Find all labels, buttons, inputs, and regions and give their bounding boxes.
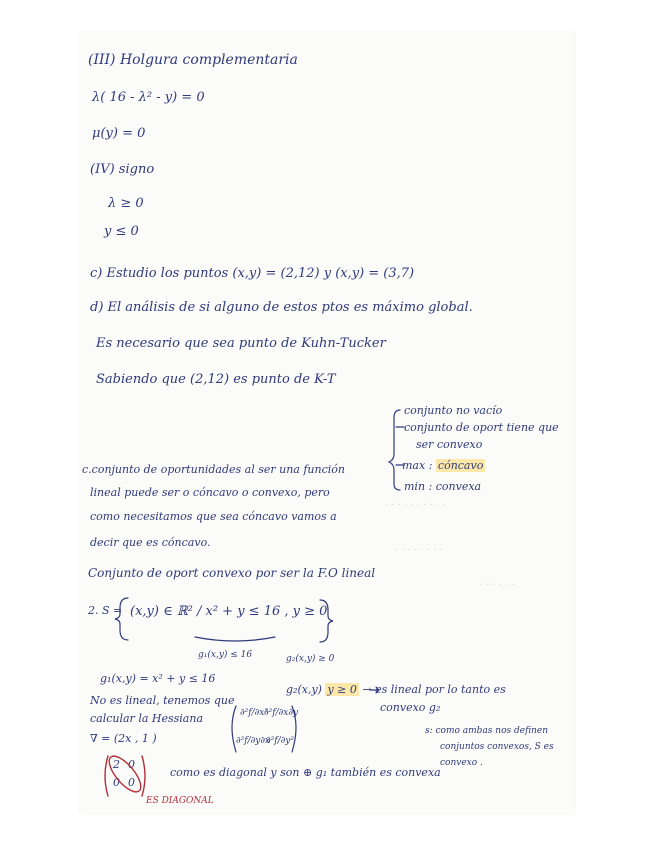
not-linear-note: No es lineal, tenemos que — [90, 694, 235, 707]
final-conclusion: como es diagonal y son ⊕ g₁ también es convexa — [170, 766, 441, 779]
g1-label: g₁(x,y) ≤ 16 — [198, 650, 253, 660]
condition-nonempty: conjunto no vacío — [404, 404, 503, 417]
g2-convex: convexo g₂ — [380, 701, 441, 714]
kuhn-tucker-requirement: Es necesario que sea punto de Kuhn-Tucker — [96, 336, 386, 351]
sign-condition-y: y ≤ 0 — [104, 224, 139, 239]
set-left-brace — [115, 598, 128, 640]
hessian-entry: ∂²f/∂y² — [266, 736, 294, 746]
equation-complementary-1: λ( 16 - λ² - y) = 0 — [92, 90, 205, 105]
matrix-left-paren — [105, 756, 108, 796]
kuhn-tucker-point: Sabiendo que (2,12) es punto de K-T — [96, 372, 336, 387]
part-c: c) Estudio los puntos (x,y) = (2,12) y (x,y) = (3,7) — [90, 266, 415, 281]
part-d: d) El análisis de si alguno de estos ptos es máximo global. — [90, 300, 473, 315]
condition-convex-set-cont: ser convexo — [416, 438, 483, 451]
matrix-entry: 0 — [128, 758, 135, 771]
conclusion-convex: Conjunto de oport convexo por ser la F.O lineal — [88, 566, 376, 580]
diagonal-label: ES DIAGONAL — [146, 796, 214, 806]
matrix-entry: 2 — [113, 758, 120, 771]
condition-min: min : convexa — [404, 480, 482, 493]
highlight-concavo: cóncavo — [437, 459, 484, 472]
set-convex-note: convexo . — [440, 758, 483, 768]
paragraph-line: como necesitamos que sea cóncavo vamos a — [90, 510, 337, 523]
bleed-through-text: · · · · · · · · · · — [385, 500, 446, 511]
hessian-note: calcular la Hessiana — [90, 712, 203, 725]
condition-convex-set: conjunto de oport tiene que — [404, 421, 559, 434]
paragraph-line: lineal puede ser o cóncavo o convexo, pero — [90, 486, 330, 499]
equation-complementary-2: μ(y) = 0 — [92, 126, 146, 141]
matrix-entry: 0 — [128, 776, 135, 789]
matrix-right-paren — [142, 756, 145, 796]
section-title: (III) Holgura complementaria — [88, 52, 298, 68]
diagonal-circle — [104, 751, 146, 796]
highlight-y-nonneg: y ≥ 0 — [327, 683, 357, 696]
sign-condition-lambda: λ ≥ 0 — [108, 196, 144, 211]
set-convex-note: conjuntos convexos, S es — [440, 742, 554, 752]
bleed-through-text: · · · · · · · · — [395, 545, 443, 556]
matrix-entry: 0 — [113, 776, 120, 789]
gradient: ∇ = (2x , 1 ) — [90, 732, 157, 745]
set-underbrace — [195, 637, 275, 641]
g2-linear-note: g₂(x,y) y ≥ 0 → es lineal por lo tanto es — [286, 683, 506, 696]
set-prefix: 2. S = — [88, 604, 123, 617]
set-convex-note: s: como ambas nos definen — [425, 726, 548, 736]
paragraph-line: c.conjunto de oportunidades al ser una función — [82, 463, 345, 476]
g1-definition: g₁(x,y) = x² + y ≤ 16 — [100, 672, 216, 685]
hessian-entry: ∂²f/∂y∂x — [236, 736, 271, 746]
condition-max: max : cóncavo — [402, 459, 484, 472]
bleed-through-text: · · · · · · — [480, 580, 515, 591]
paragraph-line: decir que es cóncavo. — [90, 536, 211, 549]
g2-label: g₂(x,y) ≥ 0 — [286, 654, 335, 664]
condition-bracket — [389, 410, 400, 490]
sign-heading: (IV) signo — [90, 162, 155, 177]
set-definition: (x,y) ∈ ℝ² / x² + y ≤ 16 , y ≥ 0 — [130, 604, 328, 619]
set-right-brace — [320, 600, 333, 642]
hessian-entry: ∂²f/∂x² — [240, 708, 268, 718]
hessian-entry: ∂²f/∂x∂y — [264, 708, 299, 718]
